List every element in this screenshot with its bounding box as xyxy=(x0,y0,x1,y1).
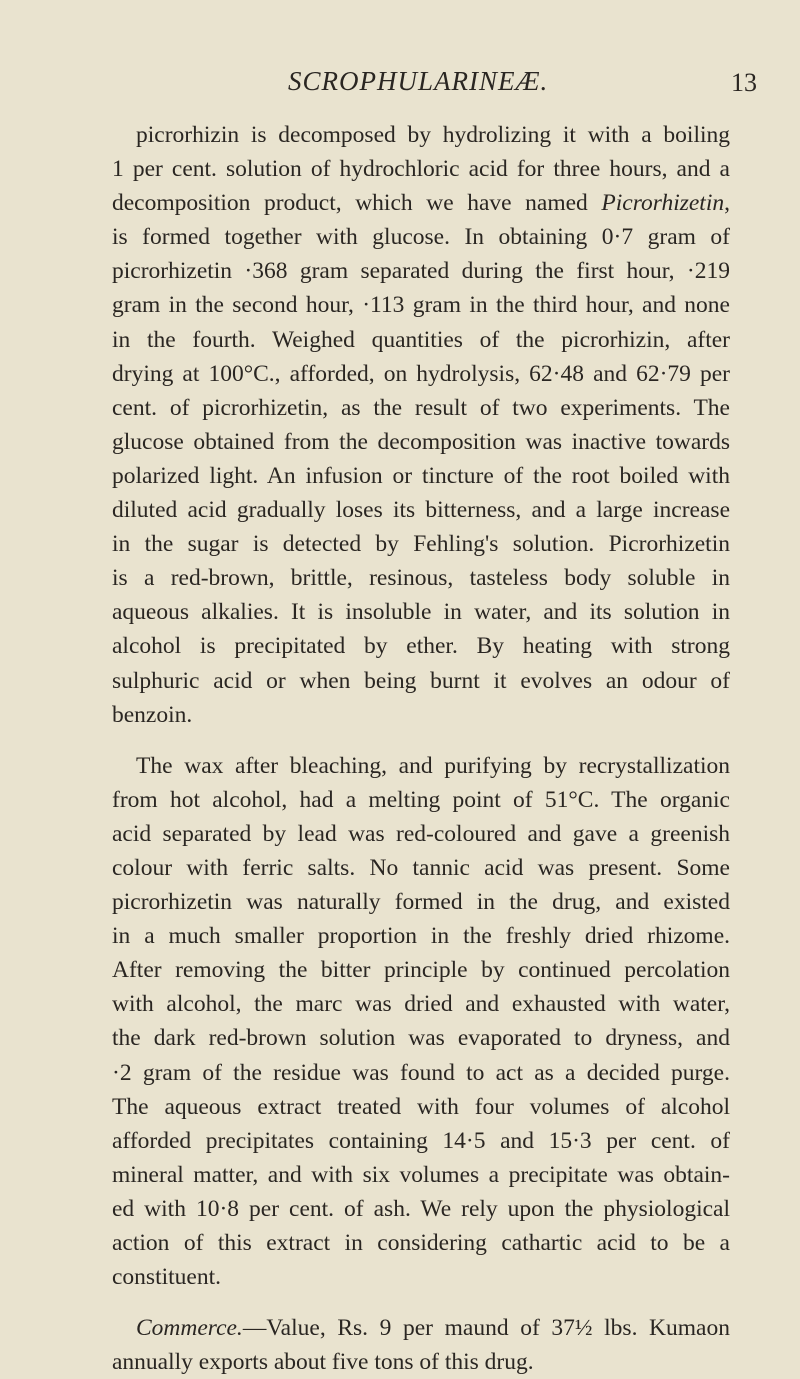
text-line xyxy=(112,1158,730,1192)
text-run: in a much smaller proportion in the freshly dried rhizome. xyxy=(112,923,730,950)
text-line xyxy=(112,885,730,919)
text-line xyxy=(112,288,730,322)
text-run: action of this extract in considering cathartic acid to be a xyxy=(112,1230,730,1256)
text-line xyxy=(112,953,730,987)
text-run: aqueous alkalies. It is insoluble in water, and its solution in xyxy=(112,599,730,626)
text-line xyxy=(112,1192,730,1226)
text-run: picrorhizin is decomposed by hydrolizing it with a boiling xyxy=(136,122,730,148)
text-run: The wax after bleaching, and purifying by recrystallization xyxy=(136,752,730,779)
italic-text: Picrorhizetin xyxy=(601,190,725,217)
text-run: the dark red-brown solution was evaporated to dryness, and xyxy=(112,1025,730,1052)
text-line xyxy=(112,595,730,629)
text-line xyxy=(112,527,730,561)
text-run: After removing the bitter principle by continued percolation xyxy=(112,957,730,984)
text-run: colour with ferric salts. No tannic acid was present. Some xyxy=(112,854,730,881)
text-run: annually exports about five tons of this drug. xyxy=(112,1349,534,1376)
text-line xyxy=(112,493,730,527)
paragraph-gap xyxy=(112,732,730,749)
text-line xyxy=(112,323,730,357)
text-run: sulphuric acid or when being burnt it evolves an odour of xyxy=(112,667,730,694)
paragraph xyxy=(112,118,730,732)
text-line xyxy=(112,851,730,885)
text-line xyxy=(112,987,730,1021)
text-line xyxy=(112,664,730,698)
text-line xyxy=(112,1090,730,1124)
text-line xyxy=(112,1260,730,1294)
text-run: mineral matter, and with six volumes a precipitate was obtain- xyxy=(112,1161,730,1188)
text-line xyxy=(112,118,730,152)
running-title: SCROPHULARINEÆ. xyxy=(288,66,549,96)
text-line xyxy=(112,561,730,595)
text-run: is a red-brown, brittle, resinous, tasteless body soluble in xyxy=(112,565,730,592)
text-line xyxy=(112,391,730,425)
text-run: constituent. xyxy=(112,1264,221,1291)
text-run: The aqueous extract treated with four volumes of alcohol xyxy=(112,1093,730,1120)
text-line xyxy=(112,254,730,288)
text-run: gram in the second hour, ·113 gram in the third hour, and none xyxy=(112,292,730,319)
text-run: picrorhizetin was naturally formed in the drug, and existed xyxy=(112,889,730,916)
text-line xyxy=(112,425,730,459)
text-line xyxy=(112,1056,730,1090)
text-run: drying at 100°C., afforded, on hydrolysis, 62·48 and 62·79 per xyxy=(112,360,730,387)
text-run: ·2 gram of the residue was found to act as a decided purge. xyxy=(112,1059,730,1086)
text-run: —Value, Rs. 9 per maund of 37½ lbs. Kumaon xyxy=(242,1315,730,1342)
text-run: is formed together with glucose. In obtaining 0·7 gram of xyxy=(112,224,730,251)
text-run: from hot alcohol, had a melting point of 51°C. The organic xyxy=(112,786,730,813)
text-line xyxy=(112,357,730,391)
text-line xyxy=(112,186,730,220)
running-head xyxy=(0,66,800,106)
text-run: 1 per cent. solution of hydrochloric acid for three hours, and a xyxy=(112,156,730,183)
text-line xyxy=(112,1311,730,1345)
text-run: benzoin. xyxy=(112,701,193,728)
text-run: with alcohol, the marc was dried and exhausted with water, xyxy=(112,991,730,1018)
text-run: glucose obtained from the decomposition was inactive towards xyxy=(112,428,730,455)
text-line xyxy=(112,220,730,254)
text-run: picrorhizetin ·368 gram separated during the first hour, ·219 xyxy=(112,258,730,285)
text-run: acid separated by lead was red-coloured and gave a greenish xyxy=(112,820,730,847)
text-line xyxy=(112,698,730,732)
text-line xyxy=(112,919,730,953)
text-run: afforded precipitates containing 14·5 and 15·3 per cent. of xyxy=(112,1127,730,1154)
text-run: diluted acid gradually loses its bitterness, and a large increase xyxy=(112,497,730,524)
text-line xyxy=(112,749,730,783)
page-number: 13 xyxy=(731,68,757,97)
text-line xyxy=(112,629,730,663)
text-run: , xyxy=(724,190,730,217)
text-line xyxy=(112,1345,730,1379)
text-line xyxy=(112,783,730,817)
text-line xyxy=(112,1124,730,1158)
text-line xyxy=(112,1226,730,1260)
body-text xyxy=(112,118,730,1379)
text-run: in the sugar is detected by Fehling's solution. Picrorhizetin xyxy=(112,531,730,558)
text-run: alcohol is precipitated by ether. By heating with strong xyxy=(112,633,730,660)
paragraph xyxy=(112,749,730,1295)
text-run: ed with 10·8 per cent. of ash. We rely upon the physiological xyxy=(112,1195,730,1222)
paragraph xyxy=(112,1311,730,1379)
text-run: in the fourth. Weighed quantities of the picrorhizin, after xyxy=(112,326,730,353)
text-line xyxy=(112,1021,730,1055)
italic-text: Commerce. xyxy=(136,1315,243,1342)
text-run: polarized light. An infusion or tincture of the root boiled with xyxy=(112,462,730,489)
text-line xyxy=(112,817,730,851)
text-line xyxy=(112,459,730,493)
text-run: cent. of picrorhizetin, as the result of two experiments. The xyxy=(112,394,730,421)
text-run: decomposition product, which we have named xyxy=(112,190,602,217)
text-line xyxy=(112,152,730,186)
